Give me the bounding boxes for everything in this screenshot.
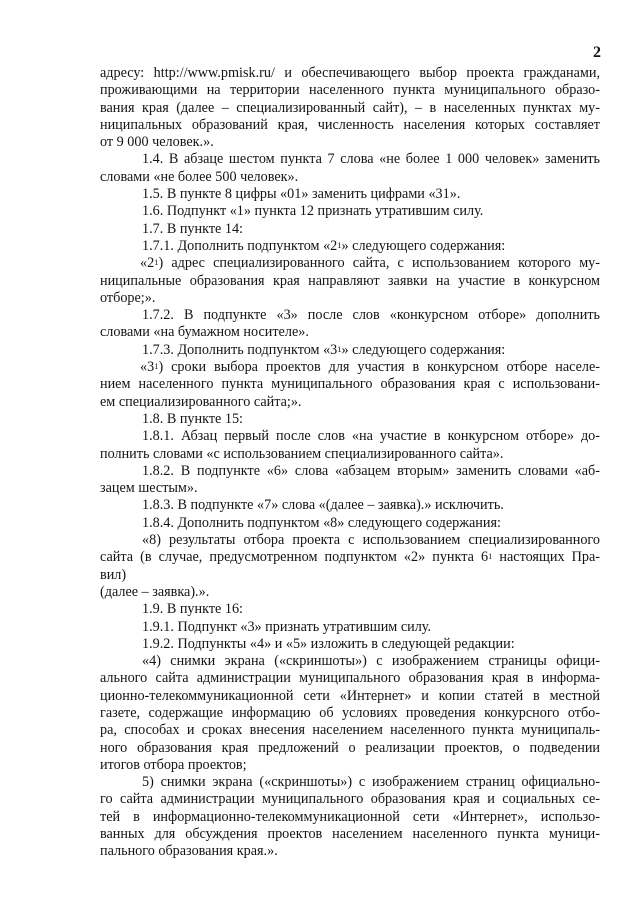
- line-text: «4) снимки экрана («скриншоты») с изображением страницы офици-: [142, 653, 600, 670]
- text-line: [100, 740, 600, 757]
- line-text: ционно-телекоммуникационной сети «Интернет» и копии статей в местной: [100, 687, 600, 704]
- line-text: (далее – заявка).».: [100, 583, 210, 600]
- text-line: [100, 549, 600, 566]
- line-text: ного образования края предложений о реализации проектов, о подведении: [100, 739, 600, 756]
- text-line: [100, 169, 600, 186]
- line-text: словами «на бумажном носителе».: [100, 324, 309, 341]
- text-line: [100, 601, 600, 618]
- text-line: [100, 359, 600, 376]
- text-line: [100, 567, 600, 584]
- line-text: «2: [140, 255, 155, 272]
- line-text: тей в информационно-телекоммуникационной сети «Интернет», использо-: [100, 808, 600, 825]
- text-line: [100, 774, 600, 791]
- text-line: [100, 290, 600, 307]
- line-text: пального образования края.».: [100, 843, 278, 860]
- line-text: 1.9. В пункте 16:: [142, 601, 243, 618]
- text-line: [100, 151, 600, 168]
- text-line: [100, 480, 600, 497]
- line-text: проживающими на территории населенного пункта муниципального образо-: [100, 82, 600, 99]
- text-line: [100, 532, 600, 549]
- line-text: 1.9.2. Подпункты «4» и «5» изложить в следующей редакции:: [142, 635, 515, 652]
- line-text: словами «не более 500 человек».: [100, 168, 299, 185]
- superscript: 1: [154, 257, 159, 268]
- text-line: [100, 273, 600, 290]
- line-text: полнить словами «с использованием специализированного сайта».: [100, 445, 504, 462]
- line-text: нием населенного пункта муниципального образования края с использовани-: [100, 376, 600, 393]
- document-body: [100, 65, 600, 861]
- line-text: 1.7. В пункте 14:: [142, 220, 243, 237]
- text-line: [100, 428, 600, 445]
- text-line: [100, 791, 600, 808]
- line-text: 1.7.3. Дополнить подпунктом «3: [142, 341, 338, 358]
- line-text: го сайта администрации муниципального образования края и социальных се-: [100, 791, 600, 808]
- text-line: [100, 497, 600, 514]
- line-text: 1.8.3. В подпункте «7» слова «(далее – заявка).» исключить.: [142, 497, 504, 514]
- text-line: [100, 134, 600, 151]
- text-line: [100, 255, 600, 272]
- line-text: 1.7.2. В подпункте «3» после слов «конкурсном отборе» дополнить: [142, 307, 600, 324]
- text-line: [100, 117, 600, 134]
- text-line: [100, 619, 600, 636]
- superscript: 1: [154, 361, 159, 372]
- line-text: ниципальные образования края направляют заявки на участие в конкурсном: [100, 272, 600, 289]
- line-text: 1.9.1. Подпункт «3» признать утратившим силу.: [142, 618, 432, 635]
- text-line: [100, 826, 600, 843]
- text-line: [100, 705, 600, 722]
- text-line: [100, 307, 600, 324]
- line-text-after: » следующего содержания:: [341, 341, 506, 358]
- text-line: [100, 636, 600, 653]
- line-text: ем специализированного сайта;».: [100, 393, 302, 410]
- text-line: [100, 757, 600, 774]
- text-line: [100, 376, 600, 393]
- text-line: [100, 515, 600, 532]
- line-text: 5) снимки экрана («скриншоты») с изображением страниц официально-: [142, 774, 600, 791]
- text-line: [100, 324, 600, 341]
- text-line: [100, 342, 600, 359]
- line-text: 1.8.4. Дополнить подпунктом «8» следующего содержания:: [142, 514, 501, 531]
- line-text: адресу: http://www.pmisk.ru/ и обеспечивающего выбор проекта гражданами,: [100, 65, 600, 81]
- line-text: 1.7.1. Дополнить подпунктом «2: [142, 237, 338, 254]
- line-text: 1.4. В абзаце шестом пункта 7 слова «не более 1 000 человек» заменить: [142, 151, 600, 168]
- line-text: 1.8. В пункте 15:: [142, 410, 243, 427]
- line-text: отборе;».: [100, 289, 156, 306]
- text-line: [100, 238, 600, 255]
- line-text: сайта (в случае, предусмотренном подпунктом «2» пункта 6: [100, 549, 489, 566]
- line-text: ванных для обсуждения проектов населением населенного пункта муници-: [100, 826, 600, 843]
- line-text: вил): [100, 566, 127, 583]
- text-line: [100, 186, 600, 203]
- superscript: 1: [337, 239, 342, 250]
- line-text: зацем шестым».: [100, 480, 198, 497]
- text-line: [100, 394, 600, 411]
- line-text: от 9 000 человек.».: [100, 134, 214, 151]
- line-text: «8) результаты отбора проекта с использованием специализированного: [142, 532, 600, 549]
- superscript: 1: [488, 551, 493, 562]
- line-text: ниципальных образований края, численность населения которых составляет: [100, 116, 600, 133]
- text-line: [100, 584, 600, 601]
- line-text: «3: [140, 359, 155, 376]
- text-line: [100, 446, 600, 463]
- line-text-after: » следующего содержания:: [341, 237, 506, 254]
- text-line: [100, 203, 600, 220]
- text-line: [100, 463, 600, 480]
- line-text: итогов отбора проектов;: [100, 756, 247, 773]
- line-text: 1.8.2. В подпункте «6» слова «абзацем вторым» заменить словами «аб-: [142, 462, 600, 479]
- text-line: [100, 722, 600, 739]
- text-line: [100, 82, 600, 99]
- text-line: [100, 670, 600, 687]
- text-line: [100, 843, 600, 860]
- text-line: [100, 100, 600, 117]
- text-line: [100, 653, 600, 670]
- text-line: [100, 688, 600, 705]
- line-text: 1.5. В пункте 8 цифры «01» заменить цифрами «31».: [142, 186, 461, 203]
- line-text: газете, содержащие информацию об условиях проведения конкурсного отбо-: [100, 704, 600, 721]
- line-text: вания края (далее – специализированный сайт), – в населенных пунктах му-: [100, 99, 600, 116]
- page-number: 2: [593, 44, 601, 61]
- text-line: [100, 809, 600, 826]
- line-text-after: настоящих Пра-: [492, 549, 600, 566]
- text-line: [100, 221, 600, 238]
- text-line: [100, 65, 600, 82]
- text-line: [100, 411, 600, 428]
- line-text-after: ) адрес специализированного сайта, с использованием которого му-: [158, 255, 600, 272]
- line-text-after: ) сроки выбора проектов для участия в конкурсном отборе населе-: [158, 359, 600, 376]
- line-text: ального сайта администрации муниципального образования края в информа-: [100, 670, 600, 687]
- line-text: 1.8.1. Абзац первый после слов «на участие в конкурсном отборе» до-: [142, 428, 600, 445]
- superscript: 1: [337, 343, 342, 354]
- line-text: 1.6. Подпункт «1» пункта 12 признать утратившим силу.: [142, 203, 484, 220]
- line-text: ра, способах и сроках внесения населением населенного пункта муниципаль-: [100, 722, 600, 739]
